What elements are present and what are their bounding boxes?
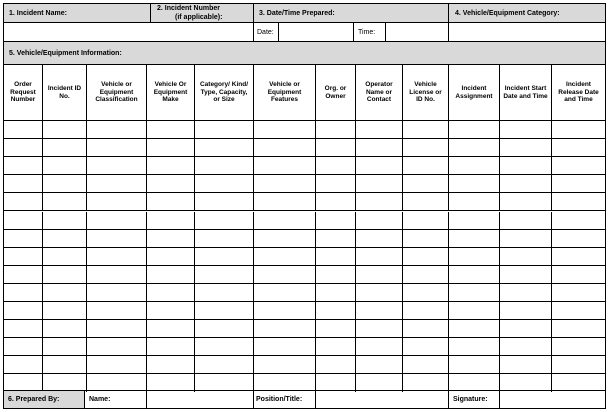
column-header: Incident Start Date and Time [500,65,552,121]
table-cell[interactable] [43,193,87,211]
date-label: Date: [257,29,274,36]
date-time-label: 3. Date/Time Prepared: [259,10,335,17]
table-cell[interactable] [195,266,254,284]
name-field[interactable] [147,390,254,408]
table-cell[interactable] [87,356,147,374]
incident-name-field[interactable] [4,23,254,42]
signature-field[interactable] [500,390,605,408]
table-cell[interactable] [552,193,605,211]
name-label: Name: [89,396,111,403]
table-cell[interactable] [195,121,254,139]
table-cell[interactable] [356,212,403,230]
category-label: 4. Vehicle/Equipment Category: [455,10,560,17]
table-cell[interactable] [552,356,605,374]
table-cell[interactable] [356,302,403,320]
table-cell[interactable] [87,302,147,320]
position-field[interactable] [316,390,449,408]
table-cell[interactable] [87,193,147,211]
table-cell[interactable] [403,212,449,230]
table-cell[interactable] [356,320,403,338]
table-cell[interactable] [316,193,356,211]
table-cell[interactable] [500,139,552,157]
table-cell[interactable] [316,320,356,338]
table-cell[interactable] [356,193,403,211]
table-cell[interactable] [500,121,552,139]
table-cell[interactable] [4,356,43,374]
table-cell[interactable] [87,212,147,230]
table-cell[interactable] [500,338,552,356]
table-cell[interactable] [43,157,87,175]
table-cell[interactable] [43,266,87,284]
table-cell[interactable] [356,121,403,139]
table-cell[interactable] [254,139,316,157]
table-cell[interactable] [552,121,605,139]
table-cell[interactable] [147,139,195,157]
table-cell[interactable] [449,230,500,248]
table-cell[interactable] [316,230,356,248]
signature-label: Signature: [453,396,488,403]
table-cell[interactable] [403,284,449,302]
table-cell[interactable] [356,338,403,356]
table-cell[interactable] [254,193,316,211]
table-cell[interactable] [316,175,356,193]
time-label-cell [354,23,386,42]
section5-label: 5. Vehicle/Equipment Information: [9,50,122,57]
table-cell[interactable] [449,320,500,338]
position-label-cell [254,390,316,408]
table-cell[interactable] [254,175,316,193]
table-cell[interactable] [87,320,147,338]
table-cell[interactable] [403,356,449,374]
table-cell[interactable] [500,284,552,302]
category-field[interactable] [449,23,605,42]
table-cell[interactable] [403,175,449,193]
date-label-cell [254,23,279,42]
table-cell[interactable] [449,139,500,157]
table-cell[interactable] [4,266,43,284]
table-cell[interactable] [316,121,356,139]
column-header: Incident Assignment [449,65,500,121]
table-cell[interactable] [43,284,87,302]
table-cell[interactable] [403,302,449,320]
table-cell[interactable] [403,248,449,266]
incident-number-label-cell [151,4,254,23]
table-cell[interactable] [4,248,43,266]
name-label-cell [85,390,147,408]
table-cell[interactable] [552,212,605,230]
table-cell[interactable] [254,302,316,320]
table-cell[interactable] [316,248,356,266]
table-cell[interactable] [449,302,500,320]
column-header: Operator Name or Contact [356,65,403,121]
table-cell[interactable] [43,320,87,338]
table-cell[interactable] [43,212,87,230]
column-header: Incident ID No. [43,65,87,121]
table-cell[interactable] [403,320,449,338]
table-cell[interactable] [43,121,87,139]
table-cell[interactable] [449,193,500,211]
table-cell[interactable] [500,248,552,266]
table-cell[interactable] [43,302,87,320]
signature-label-cell [449,390,500,408]
table-cell[interactable] [195,157,254,175]
table-cell[interactable] [552,248,605,266]
table-cell[interactable] [449,266,500,284]
table-cell[interactable] [87,248,147,266]
table-cell[interactable] [195,248,254,266]
table-cell[interactable] [195,320,254,338]
table-cell[interactable] [4,338,43,356]
table-cell[interactable] [43,248,87,266]
date-time-label-cell [254,4,449,23]
table-cell[interactable] [500,230,552,248]
table-cell[interactable] [147,175,195,193]
table-cell[interactable] [147,338,195,356]
table-cell[interactable] [254,320,316,338]
table-cell[interactable] [147,157,195,175]
table-cell[interactable] [552,230,605,248]
table-cell[interactable] [195,212,254,230]
table-cell[interactable] [500,193,552,211]
table-cell[interactable] [43,139,87,157]
table-cell[interactable] [87,338,147,356]
table-cell[interactable] [500,320,552,338]
table-cell[interactable] [147,266,195,284]
table-cell[interactable] [4,157,43,175]
section5-header [4,42,605,65]
column-header: Vehicle or Equipment Classification [87,65,147,121]
position-label: Position/Title: [256,396,303,403]
date-field[interactable] [279,23,354,42]
table-cell[interactable] [87,121,147,139]
table-cell[interactable] [356,266,403,284]
table-cell[interactable] [87,157,147,175]
table-cell[interactable] [195,338,254,356]
table-cell[interactable] [4,212,43,230]
table-cell[interactable] [147,212,195,230]
time-label: Time: [358,29,376,36]
table-cell[interactable] [4,284,43,302]
table-cell[interactable] [552,284,605,302]
table-cell[interactable] [147,193,195,211]
table-cell[interactable] [552,157,605,175]
table-cell[interactable] [195,284,254,302]
table-cell[interactable] [500,356,552,374]
table-cell[interactable] [43,175,87,193]
table-cell[interactable] [356,356,403,374]
table-cell[interactable] [316,338,356,356]
table-cell[interactable] [449,212,500,230]
table-cell[interactable] [254,230,316,248]
table-cell[interactable] [316,157,356,175]
column-header: Order Request Number [4,65,43,121]
table-cell[interactable] [316,212,356,230]
table-cell[interactable] [356,248,403,266]
table-cell[interactable] [403,230,449,248]
table-cell[interactable] [254,266,316,284]
column-header: Incident Release Date and Time [552,65,605,121]
table-cell[interactable] [356,230,403,248]
table-cell[interactable] [449,338,500,356]
table-cell[interactable] [316,266,356,284]
table-cell[interactable] [356,175,403,193]
table-cell[interactable] [147,356,195,374]
table-cell[interactable] [356,139,403,157]
column-header: Vehicle or Equipment Features [254,65,316,121]
table-cell[interactable] [87,284,147,302]
table-cell[interactable] [195,356,254,374]
table-cell[interactable] [4,121,43,139]
table-cell[interactable] [449,284,500,302]
table-cell[interactable] [147,302,195,320]
table-cell[interactable] [147,284,195,302]
table-cell[interactable] [87,230,147,248]
table-cell[interactable] [552,338,605,356]
table-cell[interactable] [195,175,254,193]
table-cell[interactable] [195,230,254,248]
table-cell[interactable] [500,175,552,193]
table-cell[interactable] [254,284,316,302]
table-cell[interactable] [316,139,356,157]
table-cell[interactable] [195,302,254,320]
table-cell[interactable] [4,175,43,193]
table-cell[interactable] [316,284,356,302]
table-cell[interactable] [552,175,605,193]
table-cell[interactable] [403,266,449,284]
table-cell[interactable] [254,356,316,374]
ics-vehicle-equipment-form [3,3,606,409]
table-cell[interactable] [254,121,316,139]
table-cell[interactable] [195,193,254,211]
table-cell[interactable] [449,175,500,193]
column-header: Category/ Kind/ Type, Capacity, or Size [195,65,254,121]
table-cell[interactable] [4,193,43,211]
table-cell[interactable] [147,248,195,266]
table-cell[interactable] [552,302,605,320]
table-cell[interactable] [87,139,147,157]
table-cell[interactable] [403,193,449,211]
table-cell[interactable] [254,248,316,266]
table-cell[interactable] [403,157,449,175]
table-cell[interactable] [403,338,449,356]
table-cell[interactable] [4,230,43,248]
table-cell[interactable] [87,266,147,284]
table-cell[interactable] [316,356,356,374]
table-cell[interactable] [43,230,87,248]
incident-number-label-line2: (if applicable): [175,14,223,21]
table-cell[interactable] [552,139,605,157]
table-cell[interactable] [254,338,316,356]
table-cell[interactable] [4,320,43,338]
column-header: Vehicle Or Equipment Make [147,65,195,121]
table-cell[interactable] [356,284,403,302]
table-cell[interactable] [4,139,43,157]
table-cell[interactable] [87,175,147,193]
table-cell[interactable] [4,302,43,320]
table-cell[interactable] [195,139,254,157]
column-header: Vehicle License or ID No. [403,65,449,121]
table-cell[interactable] [147,121,195,139]
table-cell[interactable] [500,212,552,230]
table-cell[interactable] [403,139,449,157]
table-cell[interactable] [147,320,195,338]
prepared-by-label: 6. Prepared By: [8,396,60,403]
incident-name-label-cell [4,4,151,23]
table-cell[interactable] [500,266,552,284]
table-cell[interactable] [500,157,552,175]
table-cell[interactable] [403,121,449,139]
table-cell[interactable] [254,157,316,175]
incident-number-label-line1: 2. Incident Number [157,5,221,12]
time-field[interactable] [386,23,449,42]
category-label-cell [449,4,605,23]
table-cell[interactable] [552,320,605,338]
table-cell[interactable] [43,356,87,374]
table-cell[interactable] [316,302,356,320]
prepared-by-label-cell [4,390,85,408]
table-cell[interactable] [356,157,403,175]
table-cell[interactable] [449,248,500,266]
table-cell[interactable] [449,121,500,139]
column-header: Org. or Owner [316,65,356,121]
table-cell[interactable] [449,356,500,374]
table-cell[interactable] [449,157,500,175]
table-cell[interactable] [254,212,316,230]
table-cell[interactable] [147,230,195,248]
incident-name-label: 1. Incident Name: [9,10,67,17]
table-cell[interactable] [500,302,552,320]
table-cell[interactable] [552,266,605,284]
table-cell[interactable] [43,338,87,356]
